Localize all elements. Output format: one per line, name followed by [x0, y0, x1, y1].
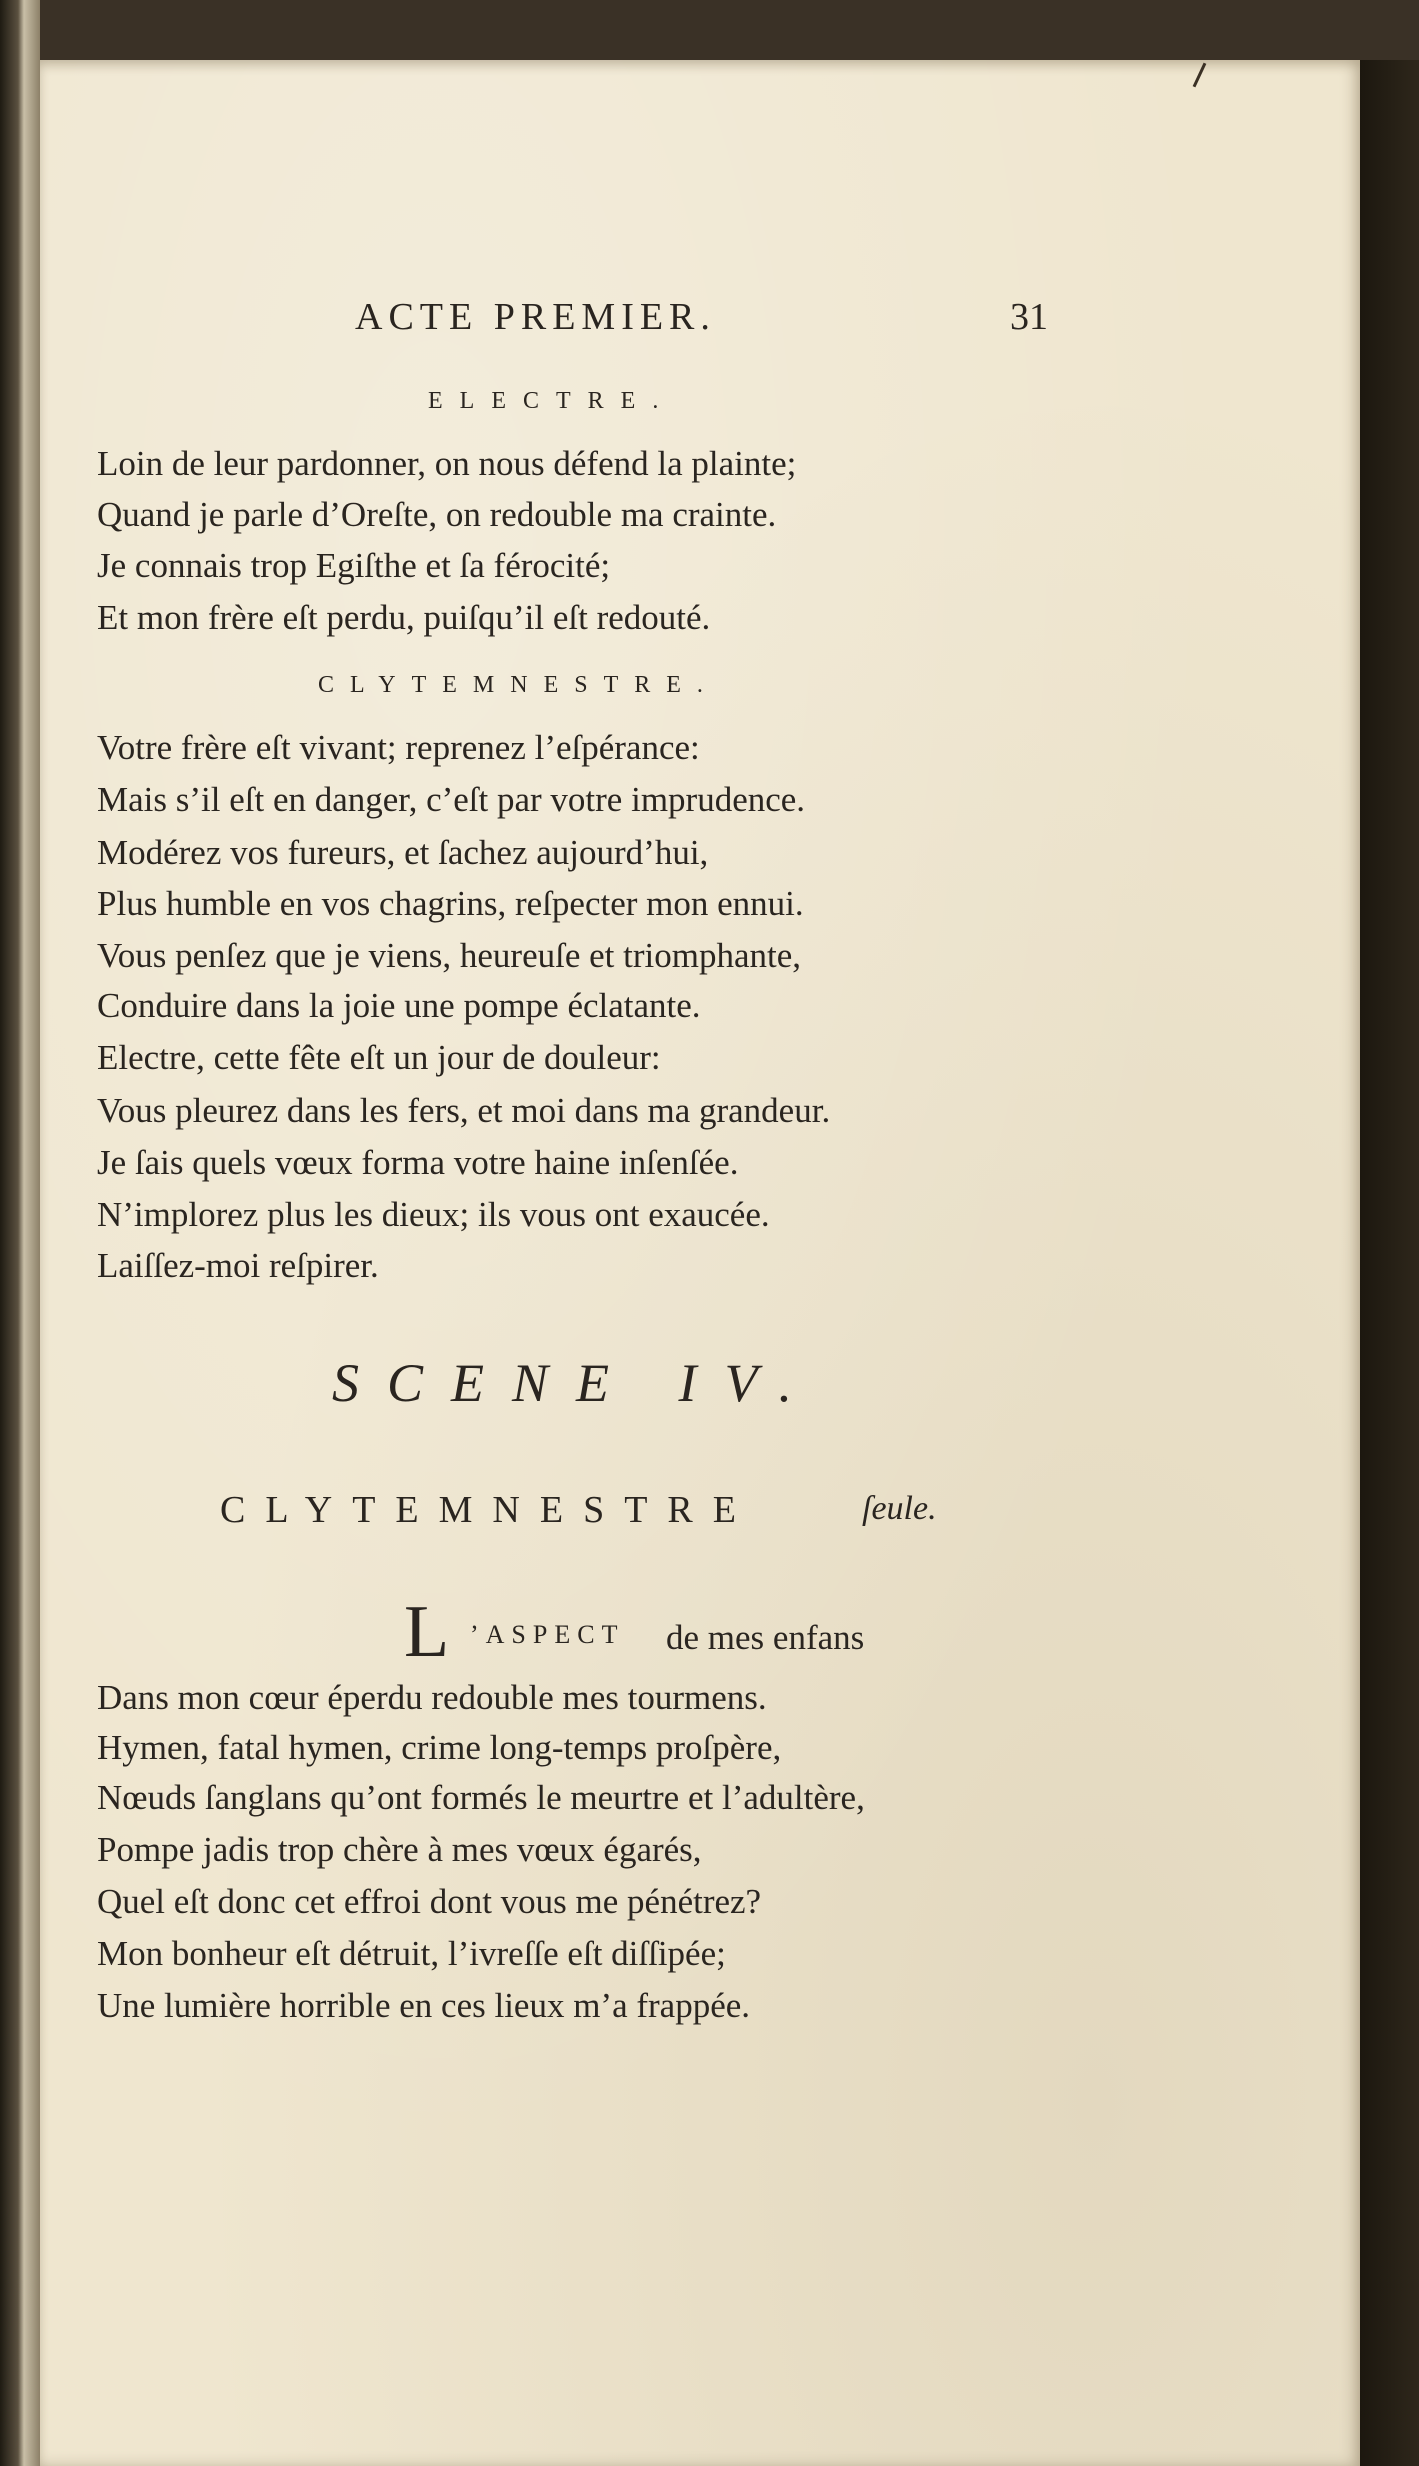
scene-speaker: CLYTEMNESTRE: [220, 1489, 756, 1531]
scene-title: SCENE IV.: [332, 1353, 821, 1413]
book-spine-edge: [0, 0, 40, 2466]
verse-line: Une lumière horrible en ces lieux m’a frappée.: [97, 1986, 751, 2025]
verse-line: Electre, cette fête eſt un jour de douleur:: [97, 1038, 661, 1077]
page-edge-shadow: [1360, 60, 1419, 2466]
verse-line: Quand je parle d’Oreſte, on redouble ma crainte.: [97, 495, 777, 534]
verse-line: de mes enfans: [666, 1618, 865, 1657]
drop-cap: L: [404, 1591, 450, 1673]
small-caps-opening: ’ASPECT: [470, 1620, 625, 1649]
verse-line: Pompe jadis trop chère à mes vœux égarés,: [97, 1830, 702, 1869]
verse-line: Dans mon cœur éperdu redouble mes tourmens.: [97, 1678, 767, 1717]
verse-line: Mais s’il eſt en danger, c’eſt par votre imprudence.: [97, 780, 806, 819]
verse-line: Loin de leur pardonner, on nous défend la plainte;: [97, 444, 797, 483]
running-head: ACTE PREMIER.: [355, 296, 716, 338]
page-number: 31: [1010, 296, 1048, 338]
verse-line: Nœuds ſanglans qu’ont formés le meurtre et l’adultère,: [97, 1778, 865, 1817]
verse-line: Vous penſez que je viens, heureuſe et triomphante,: [97, 936, 801, 975]
verse-line: Modérez vos fureurs, et ſachez aujourd’hui,: [97, 833, 709, 872]
speaker-name: CLYTEMNESTRE.: [318, 672, 719, 698]
verse-line: Et mon frère eſt perdu, puiſqu’il eſt redouté.: [97, 598, 711, 637]
verse-line: Conduire dans la joie une pompe éclatante.: [97, 986, 701, 1025]
verse-line: Je ſais quels vœux forma votre haine inſenſée.: [97, 1143, 739, 1182]
verse-line: Je connais trop Egiſthe et ſa férocité;: [97, 546, 611, 585]
verse-line: Hymen, fatal hymen, crime long-temps proſpère,: [97, 1728, 782, 1767]
verse-line: Laiſſez-moi reſpirer.: [97, 1246, 379, 1285]
verse-line: N’implorez plus les dieux; ils vous ont exaucée.: [97, 1195, 770, 1234]
stage-direction: ſeule.: [862, 1490, 937, 1527]
verse-line: Mon bonheur eſt détruit, l’ivreſſe eſt diſſipée;: [97, 1934, 726, 1973]
verse-line: Votre frère eſt vivant; reprenez l’eſpérance:: [97, 728, 700, 767]
verse-line: Plus humble en vos chagrins, reſpecter mon ennui.: [97, 884, 804, 923]
verse-line: Quel eſt donc cet effroi dont vous me pénétrez?: [97, 1882, 762, 1921]
speaker-name: ELECTRE.: [428, 388, 676, 414]
verse-line: Vous pleurez dans les fers, et moi dans ma grandeur.: [97, 1091, 831, 1130]
